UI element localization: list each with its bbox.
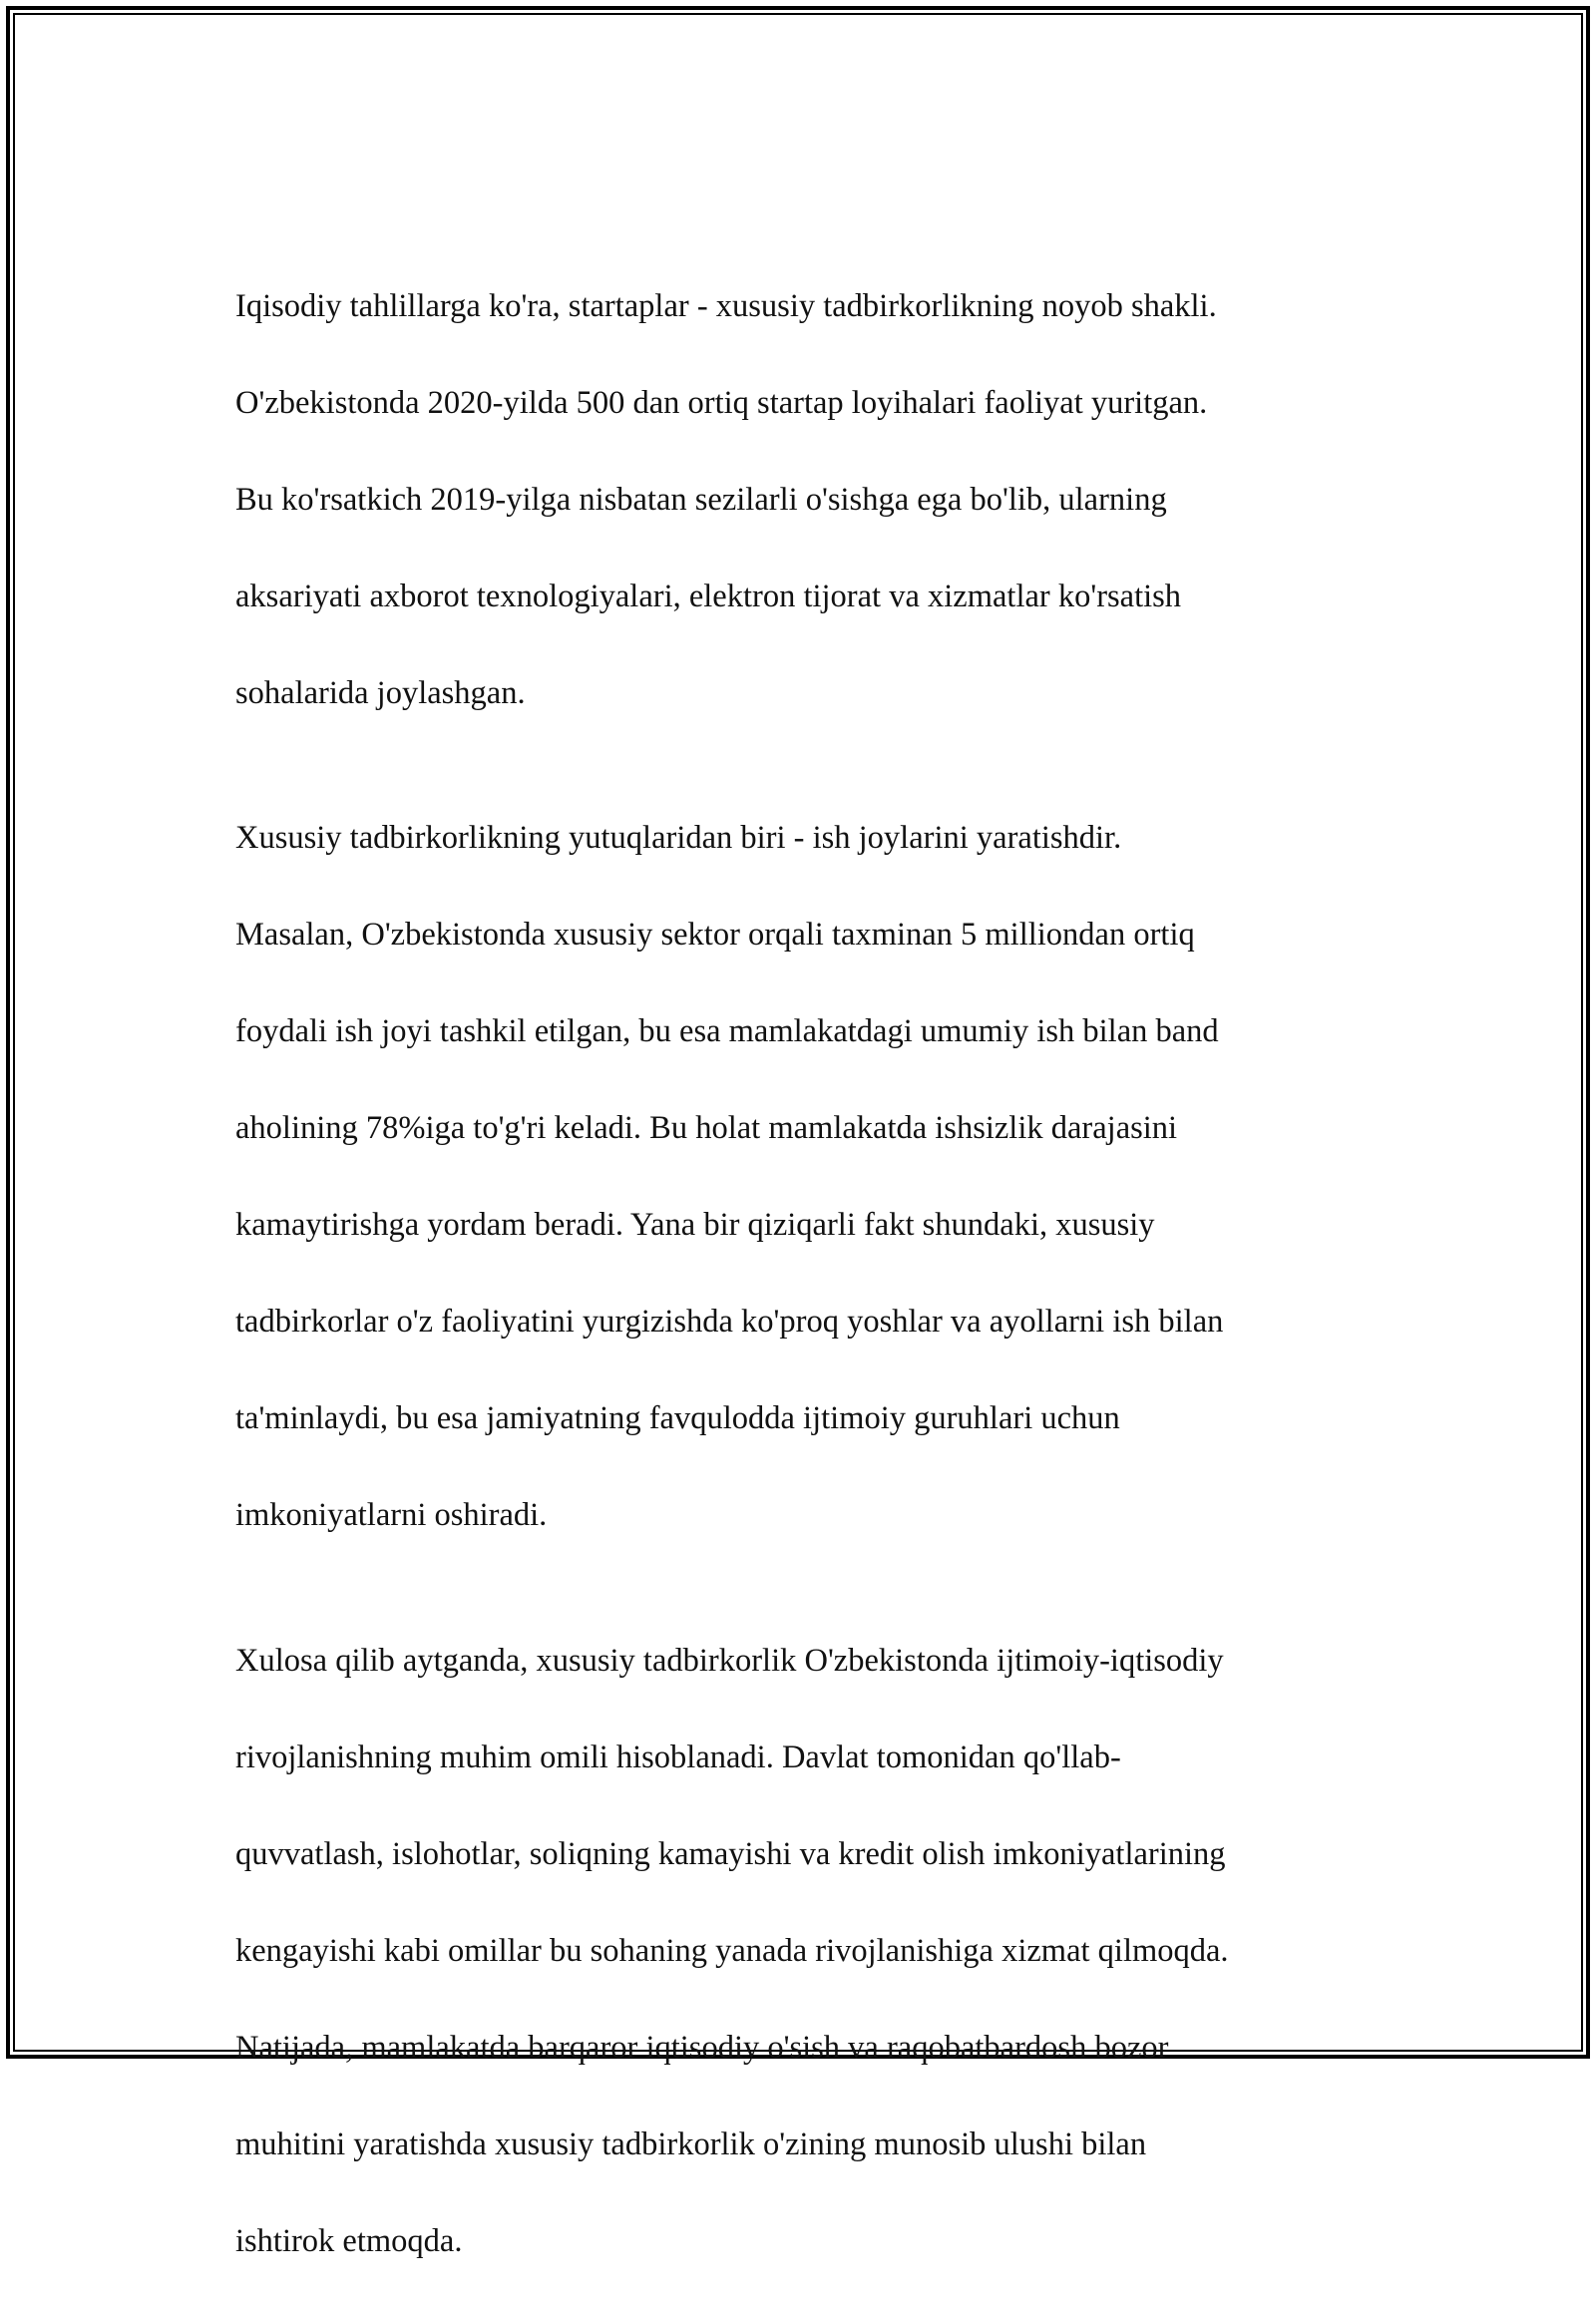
paragraph-line: Masalan, O'zbekistonda xususiy sektor orqali taxminan 5 milliondan ortiq bbox=[235, 917, 1195, 953]
paragraph-line: tadbirkorlar o'z faoliyatini yurgizishda ko'proq yoshlar va ayollarni ish bilan bbox=[235, 1304, 1224, 1340]
paragraph-line: Bu ko'rsatkich 2019-yilga nisbatan sezilarli o'sishga ega bo'lib, ularning bbox=[235, 481, 1167, 518]
paragraph-line: Natijada, mamlakatda barqaror iqtisodiy o'sish va raqobatbardosh bozor bbox=[235, 2029, 1169, 2066]
paragraph-line: quvvatlash, islohotlar, soliqning kamayishi va kredit olish imkoniyatlarining bbox=[235, 1835, 1226, 1872]
paragraph-line: Xulosa qilib aytganda, xususiy tadbirkorlik O'zbekistonda ijtimoiy-iqtisodiy bbox=[235, 1642, 1224, 1679]
paragraph-line: aholining 78%iga to'g'ri keladi. Bu holat mamlakatda ishsizlik darajasini bbox=[235, 1110, 1178, 1146]
paragraph-line: aksariyati axborot texnologiyalari, elektron tijorat va xizmatlar ko'rsatish bbox=[235, 578, 1182, 614]
paragraph-startups bbox=[235, 233, 1373, 717]
paragraph-line: muhitini yaratishda xususiy tadbirkorlik o'zining munosib ulushi bilan bbox=[235, 2125, 1147, 2162]
paragraph-line: kengayishi kabi omillar bu sohaning yanada rivojlanishiga xizmat qilmoqda. bbox=[235, 1932, 1229, 1969]
paragraph-line: O'zbekistonda 2020-yilda 500 dan ortiq startap loyihalari faoliyat yuritgan. bbox=[235, 384, 1208, 421]
paragraph-line: ishtirok etmoqda. bbox=[235, 2222, 463, 2259]
paragraph-line: foydali ish joyi tashkil etilgan, bu esa mamlakatdagi umumiy ish bilan band bbox=[235, 1013, 1219, 1049]
paragraph-line: kamaytirishga yordam beradi. Yana bir qiziqarli fakt shundaki, xususiy bbox=[235, 1207, 1155, 1243]
document-body bbox=[235, 233, 1373, 2314]
paragraph-line: Xususiy tadbirkorlikning yutuqlaridan biri - ish joylarini yaratishdir. bbox=[235, 820, 1122, 856]
paragraph-jobs bbox=[235, 766, 1373, 1540]
paragraph-line: Iqisodiy tahlillarga ko'ra, startaplar - xususiy tadbirkorlikning noyob shakli. bbox=[235, 287, 1217, 324]
paragraph-line: ta'minlaydi, bu esa jamiyatning favqulodda ijtimoiy guruhlari uchun bbox=[235, 1400, 1120, 1436]
paragraph-conclusion bbox=[235, 1588, 1373, 2265]
paragraph-line: imkoniyatlarni oshiradi. bbox=[235, 1497, 548, 1533]
paragraph-line: sohalarida joylashgan. bbox=[235, 674, 526, 711]
paragraph-line: rivojlanishning muhim omili hisoblanadi. Davlat tomonidan qo'llab- bbox=[235, 1738, 1121, 1775]
